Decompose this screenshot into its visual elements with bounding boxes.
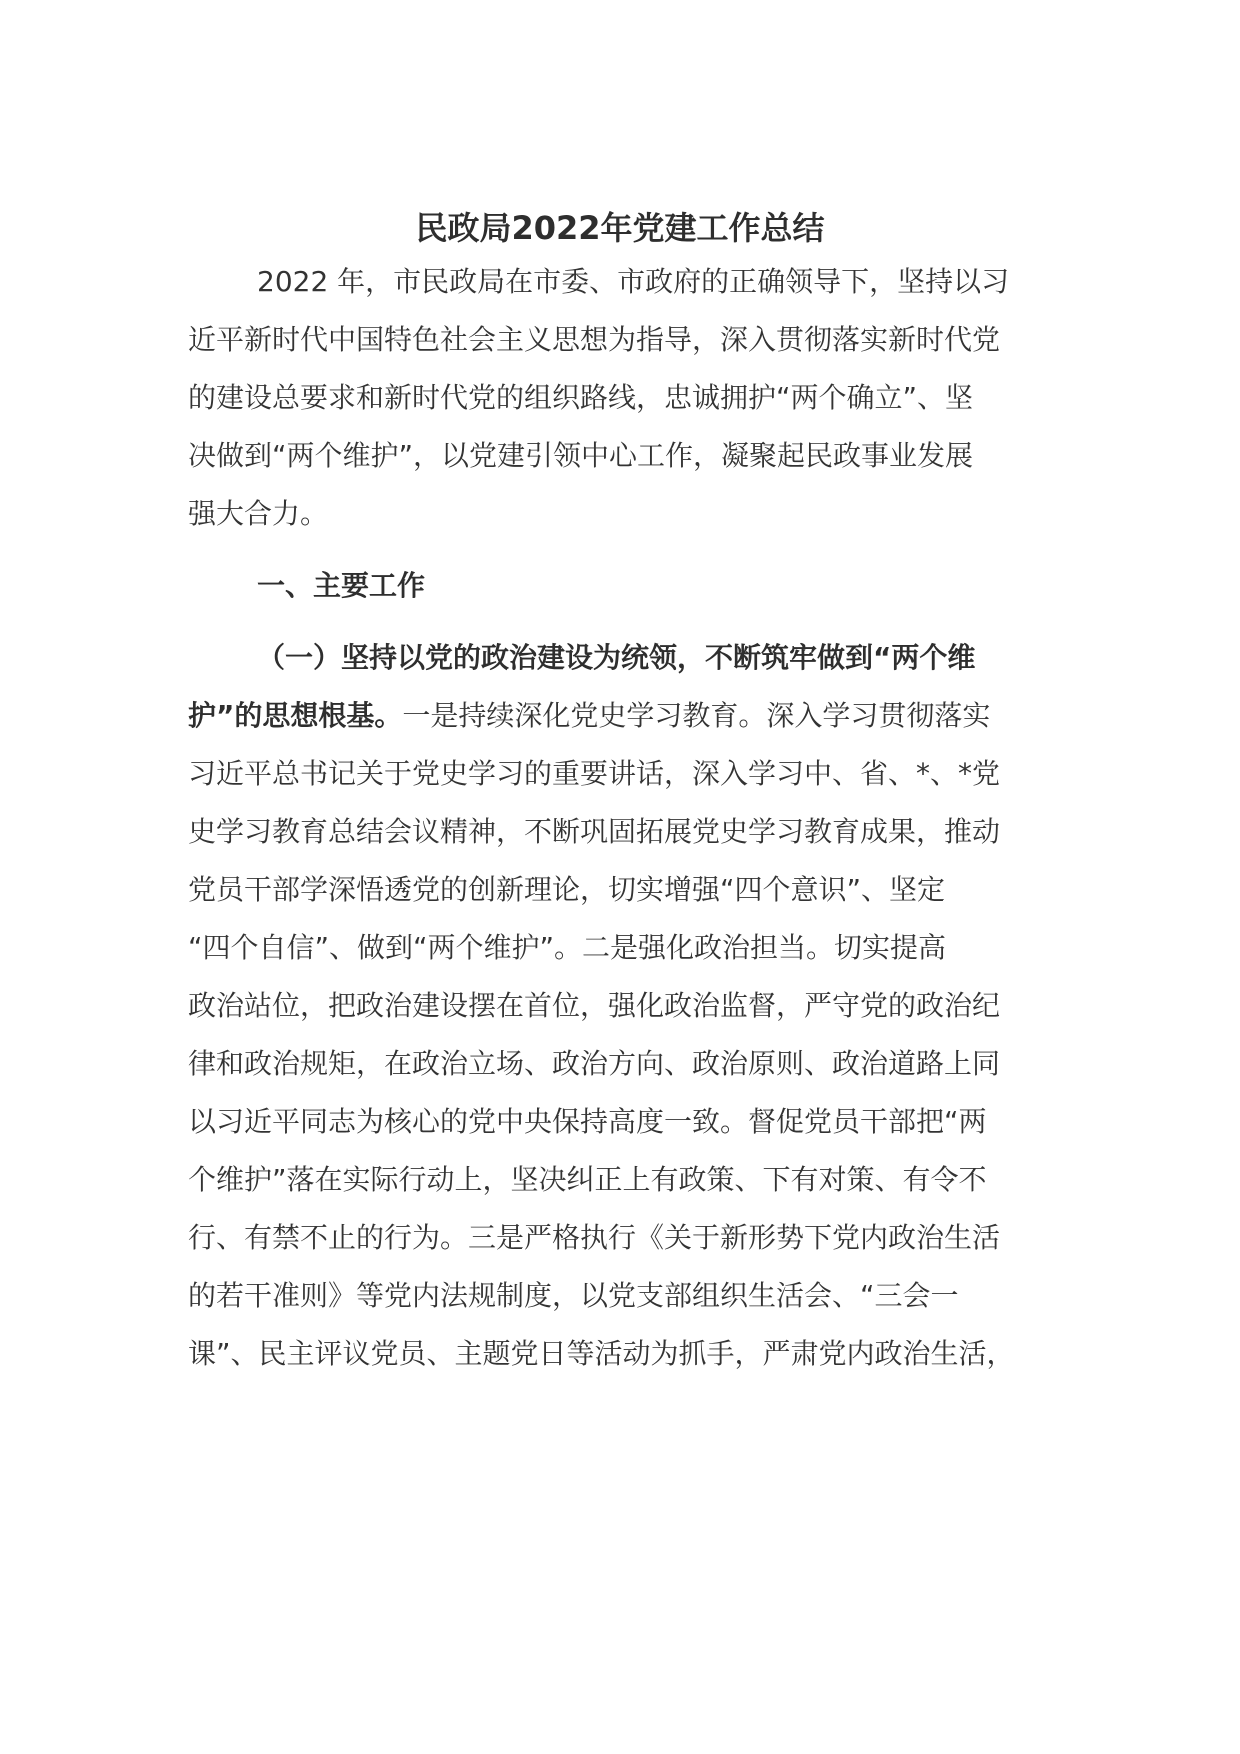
subsection-heading-tail: 护”的思想根基。 — [188, 699, 403, 732]
body-line: 个维护”落在实际行动上，坚决纠正上有政策、下有对策、有令不 — [188, 1163, 987, 1196]
subsection-mixed-line — [188, 696, 990, 736]
intro-line: 2022 年，市民政局在市委、市政府的正确领导下，坚持以习 — [257, 265, 1010, 298]
intro-line: 决做到“两个维护”，以党建引领中心工作，凝聚起民政事业发展 — [188, 439, 974, 472]
body-text-span: 一是持续深化党史学习教育。深入学习贯彻落实 — [402, 699, 991, 732]
body-line: 政治站位，把政治建设摆在首位，强化政治监督，严守党的政治纪 — [188, 989, 1001, 1022]
body-line: 的若干准则》等党内法规制度，以党支部组织生活会、“三会一 — [188, 1279, 959, 1312]
section-heading: 一、主要工作 — [257, 569, 426, 602]
intro-line: 的建设总要求和新时代党的组织路线，忠诚拥护“两个确立”、坚 — [188, 381, 974, 414]
body-line: 行、有禁不止的行为。三是严格执行《关于新形势下党内政治生活 — [188, 1221, 1001, 1254]
subsection-heading-line: （一）坚持以党的政治建设为统领，不断筑牢做到“两个维 — [257, 641, 976, 674]
intro-line: 强大合力。 — [188, 497, 329, 530]
document-title: 民政局2022年党建工作总结 — [415, 209, 825, 247]
body-line: 党员干部学深悟透党的创新理论，切实增强“四个意识”、坚定 — [188, 873, 946, 906]
intro-line: 近平新时代中国特色社会主义思想为指导，深入贯彻落实新时代党 — [188, 323, 1001, 356]
body-line: 律和政治规矩，在政治立场、政治方向、政治原则、政治道路上同 — [188, 1047, 1001, 1080]
body-line: “四个自信”、做到“两个维护”。二是强化政治担当。切实提高 — [188, 931, 947, 964]
body-line: 课”、民主评议党员、主题党日等活动为抓手，严肃党内政治生活， — [188, 1337, 1015, 1370]
body-line: 史学习教育总结会议精神，不断巩固拓展党史学习教育成果，推动 — [188, 815, 1001, 848]
body-line: 以习近平同志为核心的党中央保持高度一致。督促党员干部把“两 — [188, 1105, 987, 1138]
body-line: 习近平总书记关于党史学习的重要讲话，深入学习中、省、*、*党 — [188, 757, 1001, 790]
